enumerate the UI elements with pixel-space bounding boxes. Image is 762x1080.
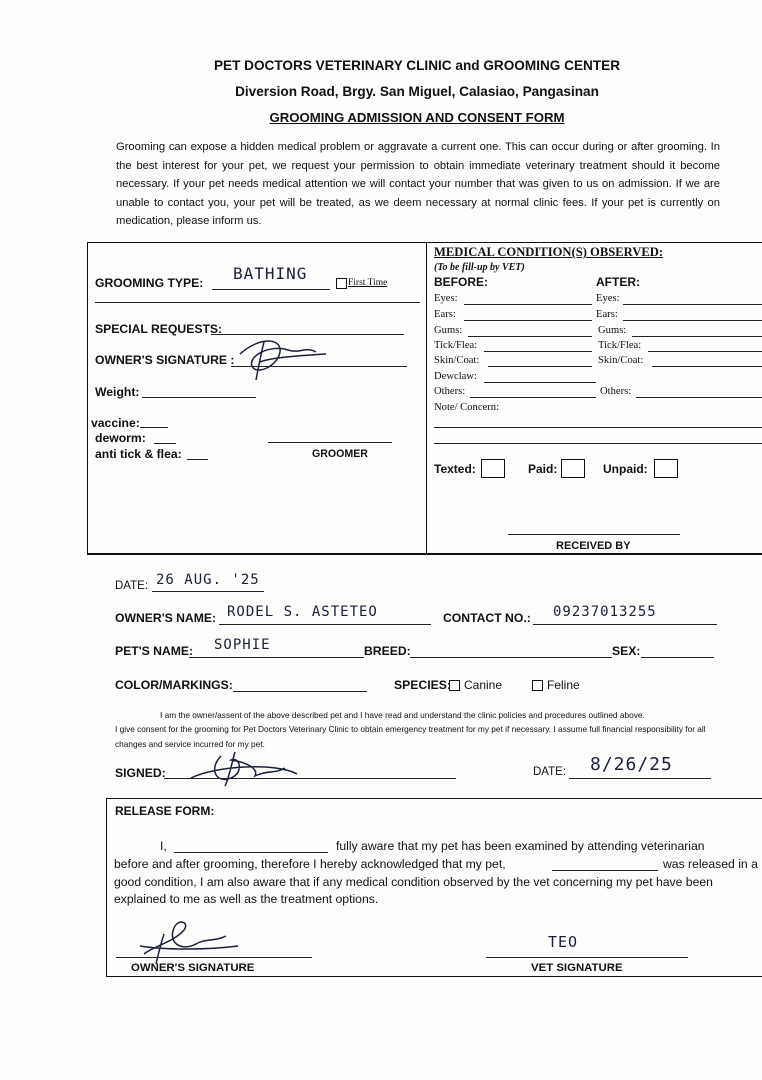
release-i-label: I, bbox=[160, 839, 167, 853]
weight-line[interactable] bbox=[142, 397, 256, 398]
ears-before-line[interactable] bbox=[464, 320, 592, 321]
ears-before-label: Ears: bbox=[434, 309, 456, 320]
skin-coat-before-label: Skin/Coat: bbox=[434, 355, 480, 366]
others-before-label: Others: bbox=[434, 386, 466, 397]
deworm-label: deworm: bbox=[95, 431, 146, 445]
signed-date-value[interactable]: 8/26/25 bbox=[590, 754, 673, 775]
release-name-line[interactable] bbox=[174, 852, 328, 853]
species-label: SPECIES: bbox=[394, 678, 451, 692]
vet-signature-label: VET SIGNATURE bbox=[531, 962, 623, 974]
first-time-label: First Time bbox=[348, 278, 388, 288]
others-after-line[interactable] bbox=[636, 397, 762, 398]
owner-signature-scribble-2 bbox=[185, 748, 305, 788]
breed-label: BREED: bbox=[364, 644, 411, 658]
grooming-type-label: GROOMING TYPE: bbox=[95, 276, 204, 290]
note-line-2[interactable] bbox=[434, 443, 762, 444]
sex-line[interactable] bbox=[641, 657, 714, 658]
owner-signature-label: OWNER'S SIGNATURE : bbox=[95, 353, 235, 367]
breed-line[interactable] bbox=[410, 657, 612, 658]
gums-after-line[interactable] bbox=[632, 336, 762, 337]
vaccine-label: vaccine: bbox=[91, 416, 140, 430]
release-bottom-border bbox=[106, 976, 762, 977]
deworm-line[interactable] bbox=[154, 443, 176, 444]
eyes-after-line[interactable] bbox=[623, 304, 762, 305]
feline-label: Feline bbox=[547, 678, 580, 692]
date-line[interactable] bbox=[152, 591, 264, 592]
paid-checkbox[interactable] bbox=[561, 459, 585, 478]
before-label: BEFORE: bbox=[434, 275, 488, 289]
paid-label: Paid: bbox=[528, 462, 558, 476]
signed-date-line[interactable] bbox=[569, 778, 711, 779]
dewclaw-label: Dewclaw: bbox=[434, 371, 477, 382]
vaccine-line[interactable] bbox=[140, 427, 168, 428]
signed-date-label: DATE: bbox=[533, 766, 567, 778]
sex-label: SEX: bbox=[612, 644, 641, 658]
ears-after-line[interactable] bbox=[623, 320, 762, 321]
tick-flea-before-label: Tick/Flea: bbox=[434, 340, 478, 351]
eyes-after-label: Eyes: bbox=[596, 293, 620, 304]
texted-checkbox[interactable] bbox=[481, 459, 505, 478]
after-label: AFTER: bbox=[596, 275, 640, 289]
gums-before-label: Gums: bbox=[434, 325, 463, 336]
received-by-label: RECEIVED BY bbox=[556, 540, 631, 552]
grooming-type-value[interactable]: BATHING bbox=[233, 264, 308, 283]
anti-tick-line[interactable] bbox=[187, 459, 208, 460]
received-by-line[interactable] bbox=[508, 534, 680, 535]
note-concern-label: Note/ Concern: bbox=[434, 402, 500, 413]
owner-signature-scribble-3 bbox=[134, 916, 244, 966]
table-left-border bbox=[87, 242, 88, 554]
skin-coat-before-line[interactable] bbox=[488, 366, 592, 367]
release-owner-signature-label: OWNER'S SIGNATURE bbox=[131, 962, 255, 974]
table-bottom-border bbox=[87, 553, 762, 555]
contact-line[interactable] bbox=[533, 624, 717, 625]
release-top-border bbox=[106, 798, 762, 799]
skin-coat-after-label: Skin/Coat: bbox=[598, 355, 644, 366]
clinic-name: PET DOCTORS VETERINARY CLINIC and GROOMING CENTER bbox=[213, 58, 621, 73]
release-title: RELEASE FORM: bbox=[115, 804, 215, 818]
clinic-address: Diversion Road, Brgy. San Miguel, Calasiao, Pangasinan bbox=[235, 84, 599, 99]
feline-option[interactable] bbox=[532, 678, 580, 692]
tick-flea-before-line[interactable] bbox=[484, 351, 592, 352]
release-text-e: explained to me as well as the treatment options. bbox=[114, 892, 379, 906]
gums-before-line[interactable] bbox=[468, 336, 592, 337]
owner-signature-scribble-1 bbox=[230, 332, 330, 382]
texted-label: Texted: bbox=[434, 462, 476, 476]
eyes-before-line[interactable] bbox=[464, 304, 592, 305]
owner-name-value[interactable]: RODEL S. ASTETEO bbox=[227, 604, 378, 620]
medical-title: MEDICAL CONDITION(S) OBSERVED: bbox=[434, 245, 664, 259]
anti-tick-label: anti tick & flea: bbox=[95, 447, 182, 461]
special-requests-label: SPECIAL REQUESTS: bbox=[95, 322, 223, 336]
tick-flea-after-label: Tick/Flea: bbox=[598, 340, 642, 351]
pet-name-line[interactable] bbox=[189, 657, 364, 658]
contact-value[interactable]: 09237013255 bbox=[553, 604, 657, 620]
intro-paragraph: Grooming can expose a hidden medical problem or aggravate a current one. This can occur during or after grooming. In the best interest for your pet, we request your permission to obtain immediate veterinary treatment should it become necessary. If your pet needs medical attention we will contact your number that was given to us on admission. If we are unable to contact you, your pet will be treated, as we deem necessary at normal clinic fees. If your pet is currently on medication, please inform us. bbox=[116, 141, 720, 227]
contact-label: CONTACT NO.: bbox=[443, 611, 531, 625]
release-left-border bbox=[106, 798, 107, 976]
groomer-signature-line[interactable] bbox=[268, 442, 392, 443]
owner-name-line[interactable] bbox=[219, 624, 431, 625]
pet-name-label: PET'S NAME: bbox=[115, 644, 194, 658]
dewclaw-line[interactable] bbox=[484, 382, 596, 383]
first-time-checkbox[interactable] bbox=[336, 278, 347, 289]
consent-line-1: I am the owner/assent of the above described pet and I have read and understand the clinic policies and procedures outlined above. bbox=[160, 710, 645, 720]
others-before-line[interactable] bbox=[470, 397, 596, 398]
grooming-extra-line[interactable] bbox=[95, 302, 420, 303]
unpaid-label: Unpaid: bbox=[603, 462, 648, 476]
grooming-type-line bbox=[212, 289, 330, 290]
release-text-a: fully aware that my pet has been examined by attending veterinarian bbox=[336, 839, 705, 853]
release-text-d: good condition, I am also aware that if any medical condition observed by the vet concerning my pet have been bbox=[114, 875, 713, 889]
canine-checkbox[interactable] bbox=[449, 680, 460, 691]
tick-flea-after-line[interactable] bbox=[648, 351, 762, 352]
table-divider bbox=[426, 242, 427, 554]
release-pet-line[interactable] bbox=[552, 870, 658, 871]
release-text-c: was released in a bbox=[663, 857, 758, 871]
vet-initials: TEO bbox=[548, 933, 579, 951]
vet-signature-line[interactable] bbox=[486, 957, 688, 958]
owner-name-label: OWNER'S NAME: bbox=[115, 611, 217, 625]
color-markings-line[interactable] bbox=[233, 691, 367, 692]
table-top-border bbox=[87, 242, 762, 243]
canine-label: Canine bbox=[464, 678, 503, 692]
gums-after-label: Gums: bbox=[598, 325, 627, 336]
ears-after-label: Ears: bbox=[596, 309, 618, 320]
others-after-label: Others: bbox=[600, 386, 632, 397]
date-label: DATE: bbox=[115, 580, 149, 592]
feline-checkbox[interactable] bbox=[532, 680, 543, 691]
medical-subtitle: (To be fill-up by VET) bbox=[434, 262, 525, 273]
pet-name-value[interactable]: SOPHIE bbox=[214, 637, 271, 653]
eyes-before-label: Eyes: bbox=[434, 293, 458, 304]
color-markings-label: COLOR/MARKINGS: bbox=[115, 678, 233, 692]
weight-label: Weight: bbox=[95, 385, 140, 399]
canine-option[interactable] bbox=[449, 678, 502, 692]
signed-label: SIGNED: bbox=[115, 766, 166, 780]
note-line-1[interactable] bbox=[434, 427, 762, 428]
release-text-b: before and after grooming, therefore I hereby acknowledged that my pet, bbox=[114, 857, 506, 871]
date-value[interactable]: 26 AUG. '25 bbox=[156, 572, 260, 588]
consent-line-2: I give consent for the grooming for Pet Doctors Veterinary Clinic to obtain emergency treatment for my pet if necessary. I assume full financial responsibility for all changes and service incurred for my pet. bbox=[115, 724, 706, 749]
skin-coat-after-line[interactable] bbox=[652, 366, 762, 367]
groomer-label: GROOMER bbox=[312, 448, 368, 460]
unpaid-checkbox[interactable] bbox=[654, 459, 678, 478]
form-title: GROOMING ADMISSION AND CONSENT FORM bbox=[269, 110, 565, 125]
